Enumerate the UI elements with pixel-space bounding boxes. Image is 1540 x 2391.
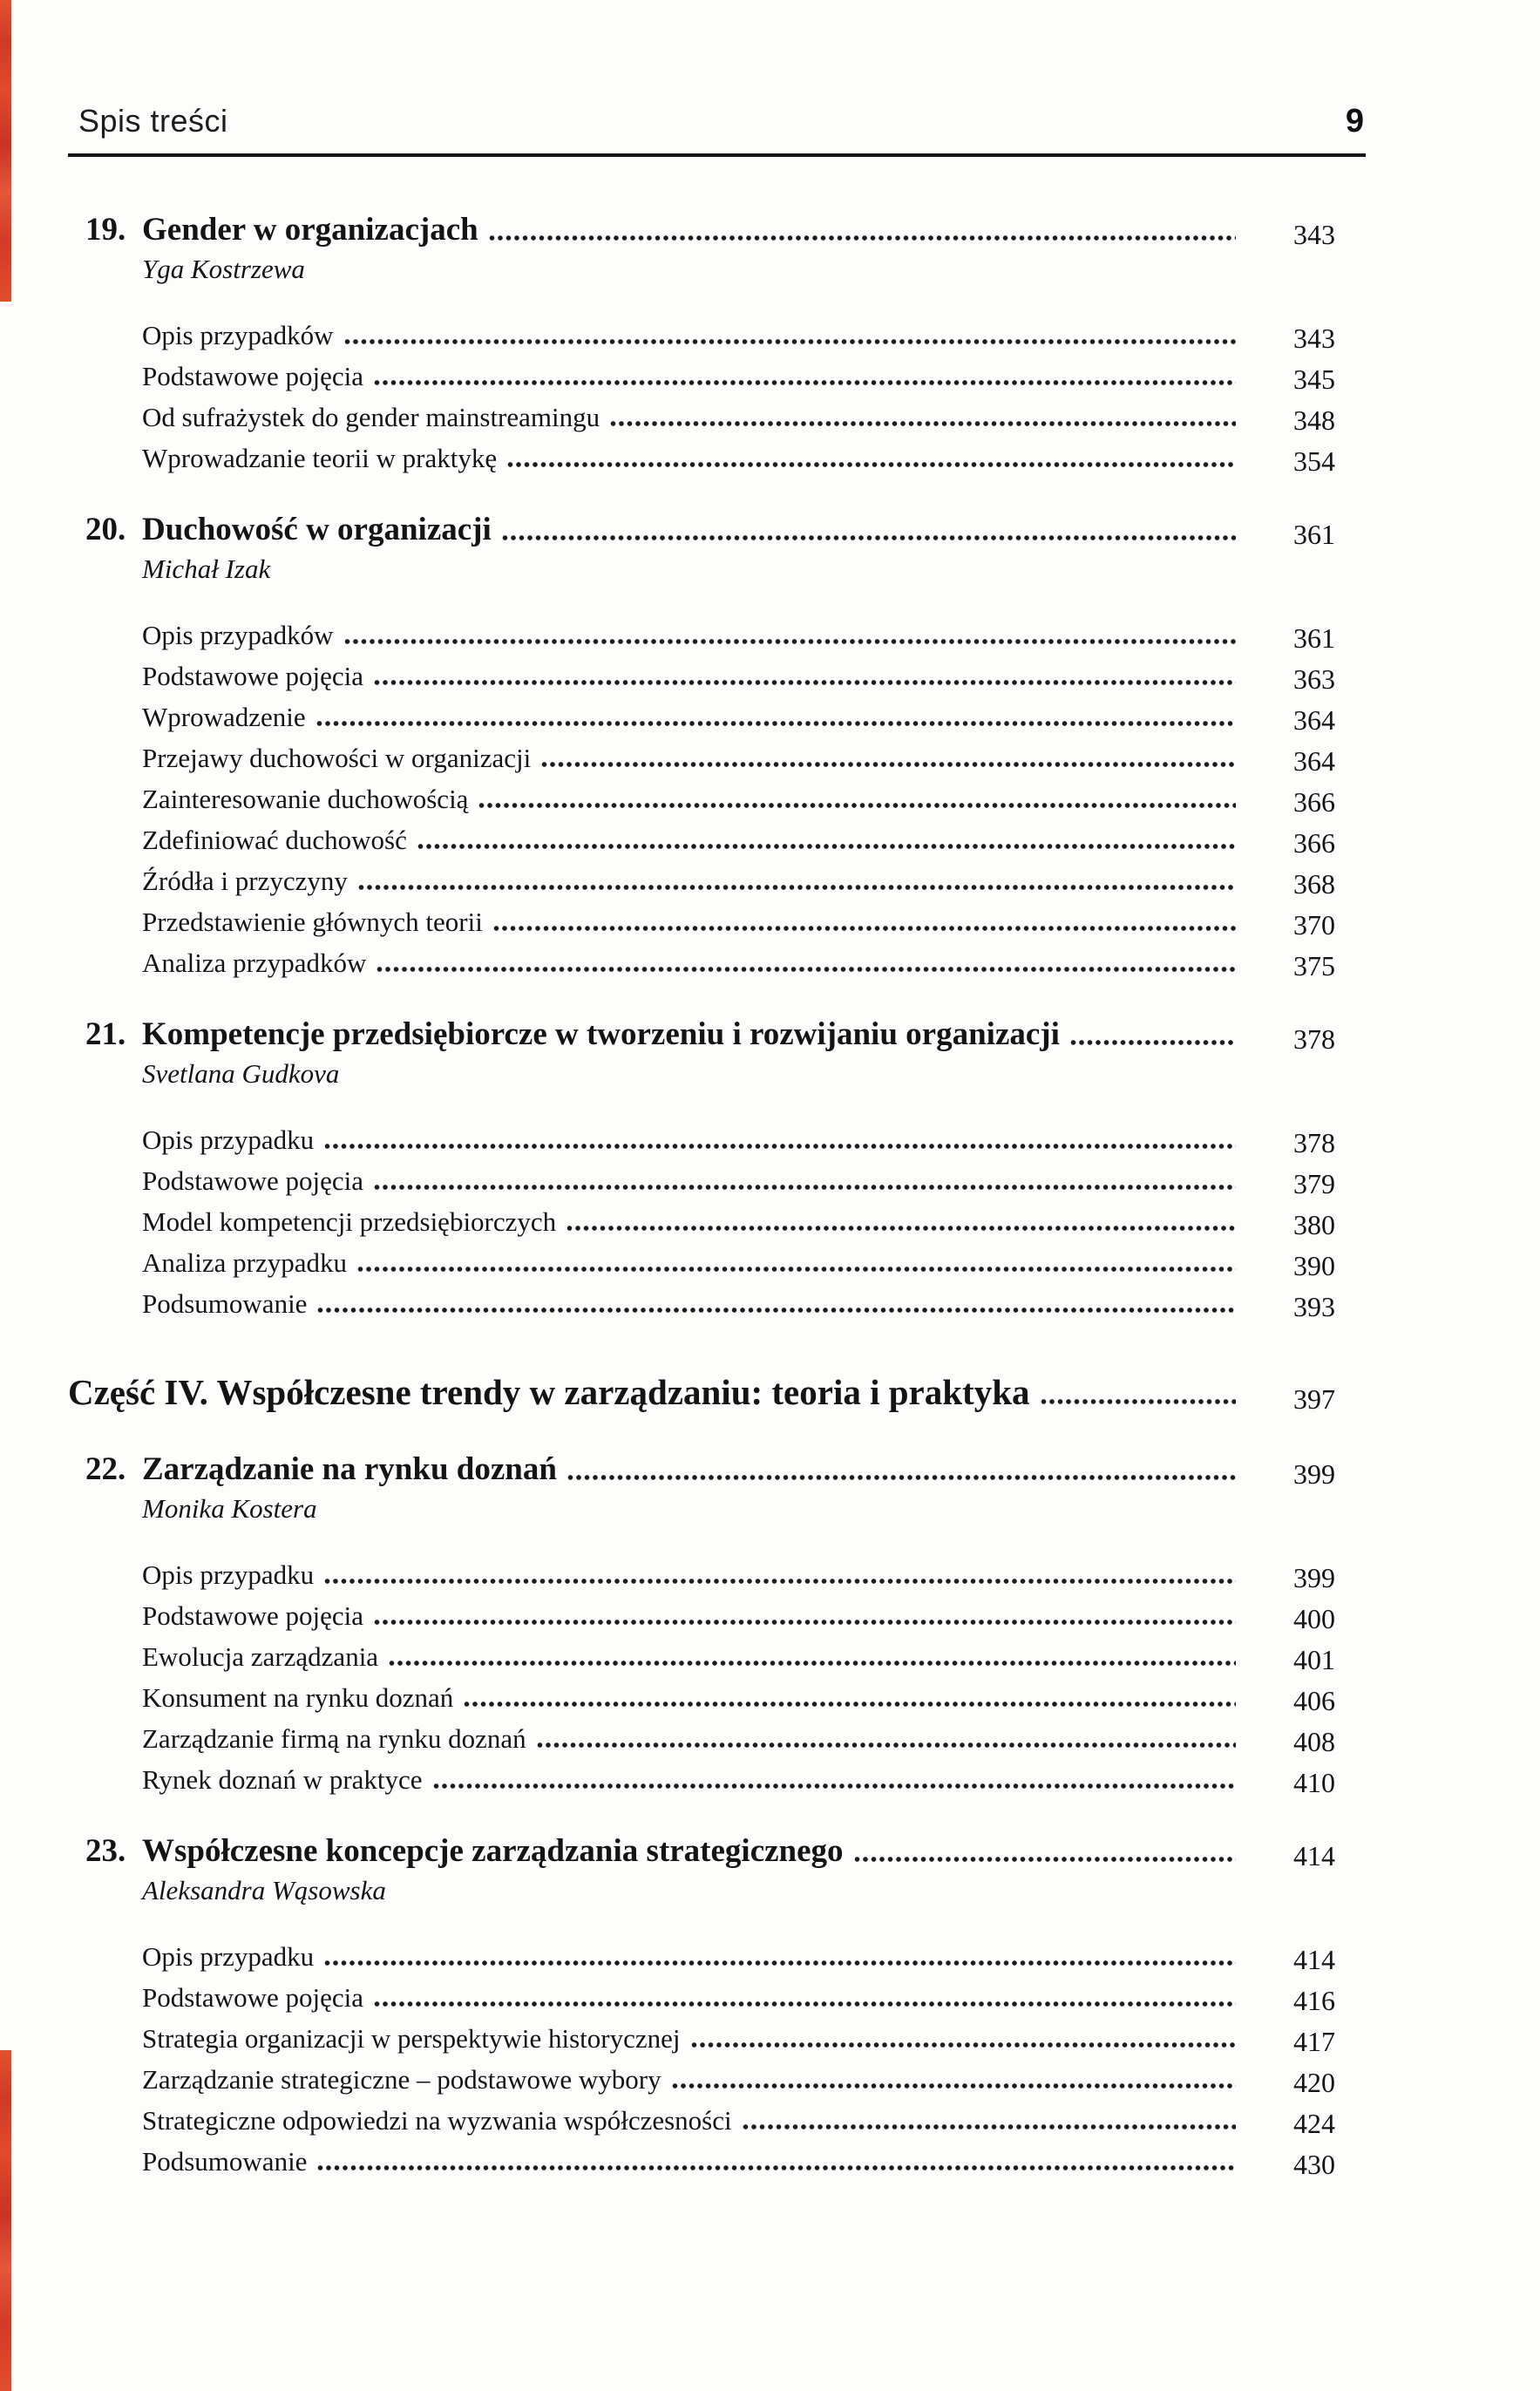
dot-leader [417,843,1236,850]
dot-leader [464,1701,1236,1708]
toc-entry-row [142,1715,1335,1756]
chapter-number: 20. [85,512,126,547]
toc-entry-label: Rynek doznań w praktyce [142,1764,423,1795]
toc-entry-label: Zainteresowanie duchowością [142,784,469,814]
toc-entry-page-number: 417 [1293,2026,1335,2057]
toc-entry-page-number: 361 [1293,622,1335,654]
toc-entry-label: Od sufrażystek do gender mainstreamingu [142,402,600,432]
dot-leader [324,1578,1236,1585]
toc-entry-label: Podstawowe pojęcia [142,1982,363,2013]
chapter-number: 22. [85,1451,126,1487]
dot-leader [344,638,1236,645]
toc-entry-label: Wprowadzenie [142,702,306,732]
author-name: Aleksandra Wąsowska [142,1875,386,1905]
toc-chapter-19 [68,209,1366,476]
toc-entry-row [142,653,1335,694]
toc-entry-row [142,817,1335,858]
dot-leader [389,1660,1236,1667]
toc-entry-page-number: 424 [1293,2108,1335,2139]
dot-leader [1041,1398,1237,1405]
toc-entry-label: Opis przypadków [142,320,334,350]
dot-leader [854,1856,1236,1863]
dot-leader [743,2123,1236,2130]
toc-entry-page-number: 400 [1293,1603,1335,1634]
toc-entry-label: Zdefiniować duchowość [142,825,407,855]
toc-entry-row [142,1593,1335,1634]
dot-leader [489,234,1236,241]
dot-leader [374,679,1236,686]
chapter-number: 19. [85,212,126,248]
chapter-page-number: 414 [1293,1840,1335,1871]
dot-leader [493,925,1236,932]
toc-entry-page-number: 401 [1293,1644,1335,1675]
chapter-title-row [85,1831,1335,1871]
toc-entry-page-number: 370 [1293,909,1335,941]
chapter-entries [142,1117,1335,1321]
toc-entry-page-number: 345 [1293,363,1335,395]
chapter-title-row [85,209,1335,249]
toc-entry-row [142,735,1335,776]
dot-leader [691,2041,1237,2048]
dot-leader [317,2164,1236,2171]
dot-leader [374,379,1236,386]
chapter-page-number: 361 [1293,519,1335,550]
toc-entry-page-number: 368 [1293,868,1335,900]
part-heading-row [68,1369,1335,1414]
chapter-entries [142,1933,1335,2179]
dot-leader [377,966,1236,973]
author-name: Svetlana Gudkova [142,1058,340,1089]
dot-leader [324,1143,1236,1150]
chapter-entries [142,612,1335,981]
part-heading-title: Część IV. Współczesne trendy w zarządzaniu: teoria i praktyka [68,1372,1030,1412]
toc-entry-label: Przedstawienie głównych teorii [142,907,483,937]
toc-entry-label: Podstawowe pojęcia [142,1600,363,1631]
toc-entry-page-number: 363 [1293,663,1335,695]
toc-chapter-20 [68,509,1366,981]
dot-leader [610,420,1236,427]
toc-entry-page-number: 414 [1293,1944,1335,1975]
toc-entry-row [142,899,1335,940]
chapter-title: Zarządzanie na rynku doznań [142,1451,557,1487]
toc-entry-page-number: 343 [1293,323,1335,354]
toc-page [68,103,1366,2179]
toc-entry-page-number: 380 [1293,1209,1335,1240]
dot-leader [317,1307,1236,1314]
chapter-number: 23. [85,1833,126,1869]
dot-leader [374,1619,1236,1626]
toc-entry-label: Opis przypadków [142,620,334,650]
toc-entry-row [142,1552,1335,1593]
toc-entry-label: Ewolucja zarządzania [142,1641,379,1672]
dot-leader [357,1266,1236,1273]
toc-entry-page-number: 393 [1293,1291,1335,1322]
toc-entry-label: Podstawowe pojęcia [142,361,363,391]
dot-leader [324,1960,1236,1966]
toc-entry-label: Przejawy duchowości w organizacji [142,743,532,773]
chapter-title-row [85,509,1335,549]
toc-chapter-23 [68,1831,1366,2179]
toc-entry-row [142,1674,1335,1715]
toc-entry-row [142,2138,1335,2179]
toc-entry-row [142,1240,1335,1280]
toc-entry-page-number: 430 [1293,2149,1335,2180]
toc-entry-page-number: 378 [1293,1127,1335,1158]
toc-entry-page-number: 420 [1293,2067,1335,2098]
toc-entry-row [142,2056,1335,2097]
toc-entry-label: Analiza przypadków [142,948,367,978]
toc-entry-label: Analiza przypadku [142,1247,347,1278]
toc-entry-row [142,1634,1335,1674]
toc-entry-label: Podstawowe pojęcia [142,1165,363,1196]
toc-entry-row [142,2097,1335,2138]
toc-entry-label: Podsumowanie [142,1288,308,1319]
toc-entry-label: Opis przypadku [142,1559,315,1590]
toc-entry-row [142,694,1335,735]
toc-entry-page-number: 416 [1293,1985,1335,2016]
toc-entry-row [142,1117,1335,1158]
toc-entry-page-number: 348 [1293,404,1335,436]
toc-entry-row [142,1933,1335,1974]
chapter-page-number: 399 [1293,1458,1335,1490]
dot-leader [507,461,1236,468]
toc-entry-row [142,1756,1335,1797]
toc-entry-row [142,2015,1335,2056]
author-name: Monika Kostera [142,1493,317,1524]
toc-entry-page-number: 354 [1293,445,1335,477]
toc-entry-row [142,776,1335,817]
chapter-entries [142,312,1335,476]
dot-leader [1070,1039,1236,1046]
toc-entry-label: Opis przypadku [142,1941,315,1972]
chapter-title: Kompetencje przedsiębiorcze w tworzeniu i rozwijaniu organizacji [142,1016,1060,1052]
toc-entry-row [142,1974,1335,2015]
toc-entry-row [142,940,1335,981]
dot-leader [344,338,1236,345]
toc-entry-row [142,1199,1335,1240]
toc-entry-label: Podsumowanie [142,2146,308,2177]
toc-entry-row [142,858,1335,899]
dot-leader [316,720,1236,727]
page-number: 9 [1345,103,1364,139]
toc-entry-page-number: 408 [1293,1726,1335,1757]
toc-entry-label: Strategia organizacji w perspektywie historycznej [142,2023,681,2054]
author-name: Michał Izak [142,554,271,584]
dot-leader [358,884,1236,891]
scan-edge-bar-top [0,0,11,302]
toc-entry-page-number: 410 [1293,1767,1335,1798]
author-name: Yga Kostrzewa [142,254,305,284]
toc-entry-page-number: 379 [1293,1168,1335,1199]
toc-entry-page-number: 366 [1293,786,1335,818]
toc-entry-label: Konsument na rynku doznań [142,1682,454,1713]
toc-chapter-21 [68,1014,1366,1321]
dot-leader [672,2082,1236,2089]
toc-entry-label: Strategiczne odpowiedzi na wyzwania współczesności [142,2105,732,2136]
dot-leader [374,2000,1236,2007]
toc-entry-page-number: 375 [1293,950,1335,982]
toc-entry-page-number: 399 [1293,1562,1335,1593]
chapter-title-row [85,1449,1335,1489]
toc-entry-page-number: 390 [1293,1250,1335,1281]
chapter-title: Współczesne koncepcje zarządzania strategicznego [142,1833,844,1869]
toc-entry-row [142,435,1335,476]
page-header-title: Spis treści [78,103,228,139]
chapter-title-row [85,1014,1335,1054]
toc-entry-page-number: 364 [1293,704,1335,736]
toc-entry-label: Podstawowe pojęcia [142,661,363,691]
dot-leader [374,1184,1236,1191]
chapter-title: Gender w organizacjach [142,212,478,248]
toc-entry-page-number: 406 [1293,1685,1335,1716]
chapter-title: Duchowość w organizacji [142,512,492,547]
dot-leader [478,802,1236,809]
toc-entry-row [142,1158,1335,1199]
dot-leader [433,1783,1236,1790]
toc-entry-page-number: 364 [1293,745,1335,777]
chapter-entries [142,1552,1335,1797]
dot-leader [541,761,1236,768]
scan-edge-bar-bottom [0,2050,11,2391]
toc-entry-label: Źródła i przyczyny [142,866,348,896]
toc-entry-label: Model kompetencji przedsiębiorczych [142,1206,557,1237]
toc-entry-page-number: 366 [1293,827,1335,859]
dot-leader [502,534,1236,541]
toc-entry-row [142,1280,1335,1321]
chapter-page-number: 343 [1293,219,1335,250]
dot-leader [567,1474,1236,1481]
toc-entry-row [142,312,1335,353]
toc-entry-label: Zarządzanie firmą na rynku doznań [142,1723,526,1754]
toc-entry-label: Zarządzanie strategiczne – podstawowe wybory [142,2064,661,2095]
toc-entry-label: Wprowadzanie teorii w praktykę [142,443,498,473]
toc-entry-row [142,612,1335,653]
toc-chapter-22 [68,1449,1366,1797]
chapter-number: 21. [85,1016,126,1052]
toc-entry-row [142,353,1335,394]
toc-entry-row [142,394,1335,435]
dot-leader [566,1225,1236,1232]
part-page-number: 397 [1293,1383,1335,1415]
toc-entry-label: Opis przypadku [142,1124,315,1155]
dot-leader [537,1742,1236,1749]
chapter-page-number: 378 [1293,1023,1335,1055]
page-header [68,103,1366,157]
